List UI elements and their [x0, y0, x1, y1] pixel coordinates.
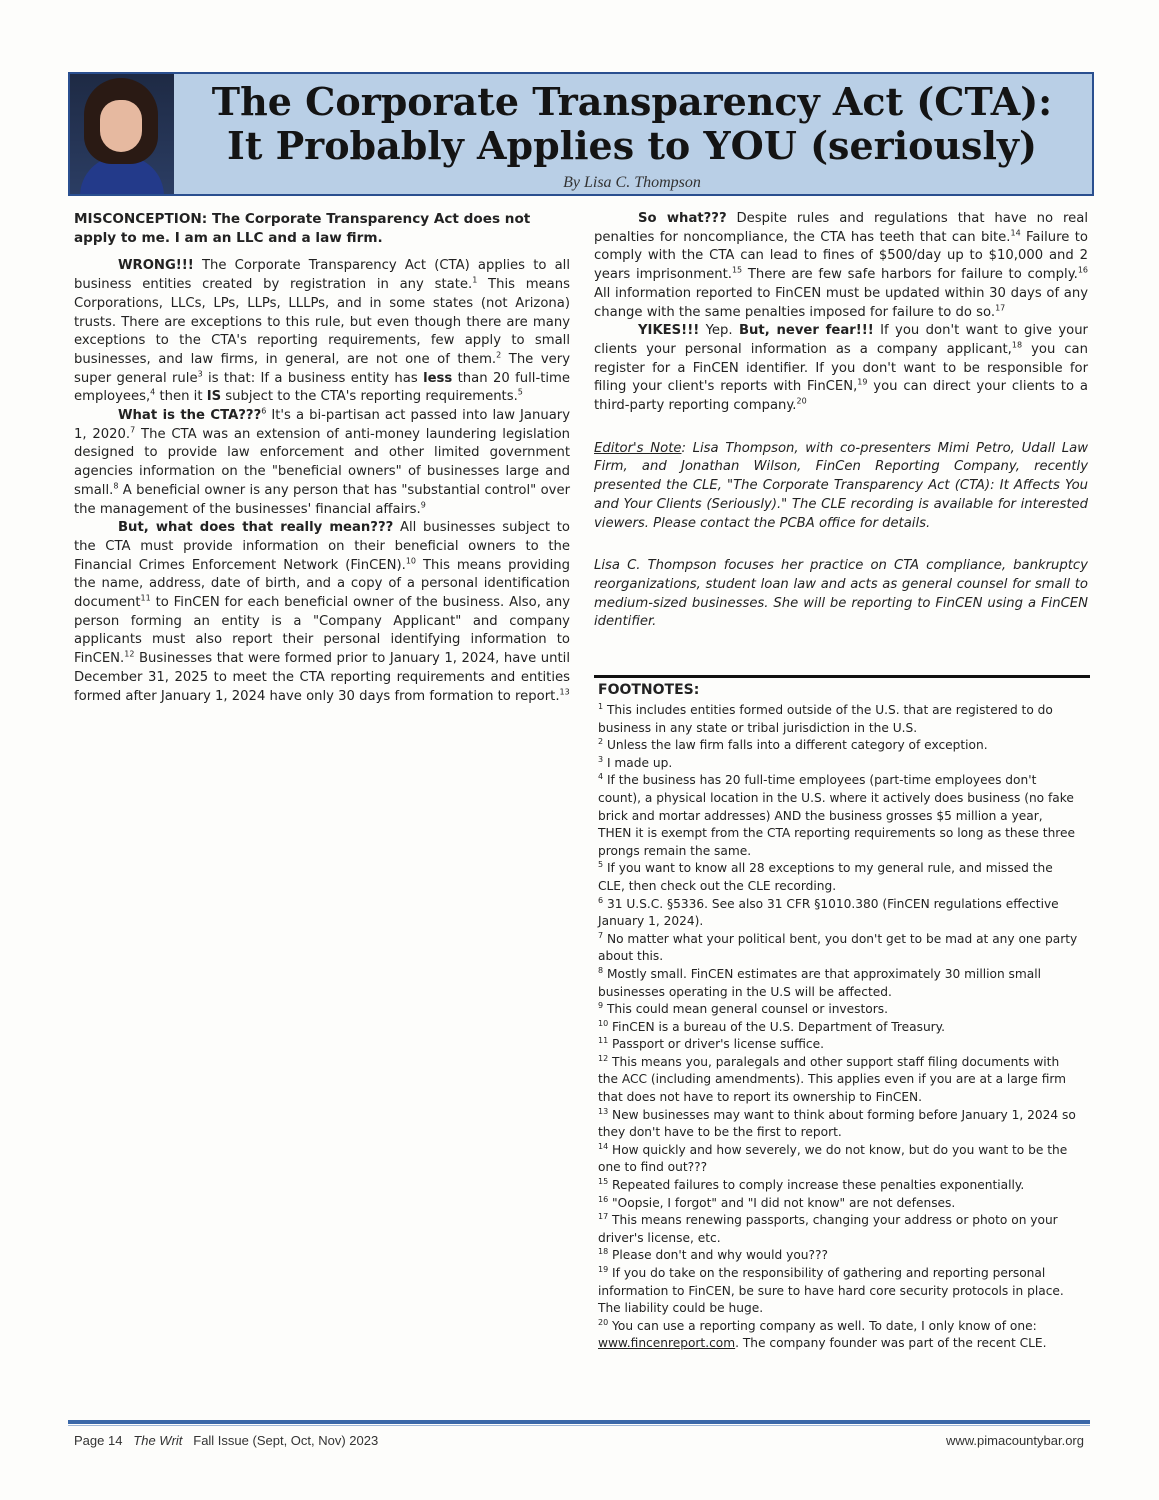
footnote-item — [598, 1036, 1078, 1054]
paragraph-yikes — [594, 322, 1088, 416]
footnote-number: 11 — [598, 1036, 609, 1046]
footnote-number: 10 — [598, 1018, 609, 1028]
footnote-ref-14: 14 — [1010, 228, 1021, 238]
footnote-number: 7 — [598, 930, 604, 940]
lead-wrong: WRONG!!! — [118, 258, 194, 274]
footnote-number: 1 — [598, 701, 604, 711]
lead-yikes: YIKES!!! — [638, 323, 700, 339]
footer-rule — [68, 1420, 1090, 1424]
footnote-text: "Oopsie, I forgot" and "I did not know" are not defenses. — [608, 1195, 956, 1210]
footnote-text: . The company founder was part of the recent CLE. — [735, 1336, 1047, 1351]
text: All information reported to FinCEN must be updated within 30 days of any change with the same penalties imposed for failure to do so. — [594, 285, 1088, 320]
footnote-text: Unless the law firm falls into a different category of exception. — [603, 738, 988, 753]
paragraph-wrong — [74, 257, 570, 407]
footnote-text: 31 U.S.C. §5336. See also 31 CFR §1010.380 (FinCEN regulations effective January 1, 2024). — [598, 896, 1059, 929]
footnote-ref-19: 19 — [857, 377, 868, 387]
paragraph-what-does-it-mean — [74, 519, 570, 706]
footnote-text: If the business has 20 full-time employees (part-time employees don't count), a physical location in the U.S. where it actively does business (no fake brick and mortar addresses) AND the business grosses $5 million a year, THEN it is exempt from the CTA reporting requirements so long as these three prongs remain the same. — [598, 773, 1076, 858]
footnote-text: You can use a reporting company as well. To date, I only know of one: — [608, 1318, 1037, 1333]
text: subject to the CTA's reporting requirements. — [221, 389, 518, 405]
text: then it — [155, 389, 207, 405]
lead-never-fear: But, never fear!!! — [738, 323, 874, 339]
footnote-text: This could mean general counsel or investors. — [603, 1002, 888, 1017]
text: you can register for a FinCEN identifier. If you don't want to be responsible for filing your client's reports with FinCEN, — [594, 341, 1088, 395]
footnote-number: 16 — [598, 1194, 609, 1204]
footnote-number: 17 — [598, 1212, 609, 1222]
footnote-item — [598, 1107, 1078, 1142]
text: This means Corporations, LLCs, LPs, LLPs, LLLPs, and in some states (not Arizona) trusts. There are exceptions to this rule, but even though there are many exceptions to the CTA's reporting requirements, few apply to small businesses, and law firms, in general, are not one of them. — [74, 277, 570, 367]
editors-note-text: : Lisa Thompson, with co-presenters Mimi Petro, Udall Law Firm, and Jonathan Wilson, FinCen Reporting Company, recently presented the CLE, "The Corporate Transparency Act (CTA): It Affects You and Your Clients (Seriously)." The CLE recording is available for interested viewers. Please contact the PCBA office for details. — [594, 440, 1088, 531]
footnote-ref-3: 3 — [197, 369, 203, 379]
footnote-ref-18: 18 — [1011, 340, 1023, 350]
text: The very super general rule — [74, 351, 570, 386]
footnote-number: 18 — [598, 1247, 609, 1257]
footnote-item — [598, 1195, 1078, 1213]
footnote-text: How quickly and how severely, we do not know, but do you want to be the one to find out??? — [598, 1142, 1068, 1175]
footnote-text: Mostly small. FinCEN estimates are that approximately 30 million small businesses operating in the U.S will be affected. — [598, 966, 1042, 999]
footnote-text: FinCEN is a bureau of the U.S. Department of Treasury. — [608, 1019, 946, 1034]
footnote-text: If you do take on the responsibility of gathering and reporting personal information to FinCEN, be sure to have hard core security protocols in place. The liability could be huge. — [598, 1266, 1064, 1316]
emphasis-less: less — [423, 370, 453, 386]
footnote-text: Passport or driver's license suffice. — [608, 1037, 825, 1052]
footnote-item — [598, 1142, 1078, 1177]
footnote-ref-10: 10 — [405, 556, 416, 566]
footnote-item — [598, 931, 1078, 966]
paragraph-so-what — [594, 210, 1088, 322]
footnote-number: 6 — [598, 895, 604, 905]
footnote-text: This means you, paralegals and other support staff filing documents with the ACC (including amendments). This applies even if you are at a large firm that does not have to report its ownership to FinCEN. — [598, 1054, 1067, 1105]
footnote-item — [598, 772, 1078, 860]
footnote-ref-11: 11 — [140, 593, 151, 603]
issue-label: Fall Issue (Sept, Oct, Nov) 2023 — [193, 1433, 379, 1448]
right-column — [594, 210, 1088, 632]
footer-rule-thin — [68, 1425, 1090, 1426]
publication-name: The Writ — [133, 1433, 183, 1448]
byline: By Lisa C. Thompson — [563, 174, 701, 191]
footnote-number: 20 — [598, 1317, 609, 1327]
text: to FinCEN for each beneficial owner of the business. Also, any person forming an entity is a "Company Applicant" and company applicants must also report their personal identifying information to FinCEN. — [74, 595, 570, 667]
footnote-number: 8 — [598, 965, 604, 975]
footnote-number: 19 — [598, 1264, 609, 1274]
footnote-ref-17: 17 — [995, 303, 1006, 313]
text: This means providing the name, address, date of birth, and a copy of a personal identification document — [74, 557, 570, 611]
footnote-item — [598, 1212, 1078, 1247]
text: A beneficial owner is any person that has "substantial control" over the management of the businesses' financial affairs. — [74, 482, 570, 517]
article-header — [68, 72, 1094, 196]
footnote-item — [598, 966, 1078, 1001]
footnote-ref-2: 2 — [496, 350, 502, 360]
footnote-text: Repeated failures to comply increase these penalties exponentially. — [608, 1178, 1025, 1193]
text: If you don't want to give your clients your personal information as a company applicant, — [594, 323, 1088, 357]
footnote-number: 12 — [598, 1053, 609, 1063]
footnote-ref-15: 15 — [731, 265, 743, 275]
text: than 20 full-time employees, — [74, 370, 570, 405]
text: you can direct your clients to a third-party reporting company. — [594, 379, 1089, 414]
footnote-number: 9 — [598, 1001, 604, 1011]
footnote-text: Please don't and why would you??? — [608, 1248, 828, 1263]
lead-what-is-cta: What is the CTA??? — [118, 408, 262, 424]
text: Yep. — [699, 323, 739, 339]
fincenreport-link[interactable]: www.fincenreport.com — [598, 1336, 736, 1351]
footnote-ref-4: 4 — [150, 387, 156, 397]
author-bio: Lisa C. Thompson focuses her practice on CTA compliance, bankruptcy reorganizations, student loan law and acts as general counsel for small to medium-sized businesses. She will be reporting to FinCEN using a FinCEN identifier. — [594, 558, 1088, 630]
footnote-text: This means renewing passports, changing your address or photo on your driver's license, etc. — [598, 1213, 1058, 1245]
footnote-item — [598, 896, 1078, 931]
misconception: MISCONCEPTION: The Corporate Transparency Act does not apply to me. I am an LLC and a law firm. — [74, 211, 531, 246]
article-title-line-1: The Corporate Transparency Act (CTA): — [211, 79, 1053, 124]
article-title-line-2: It Probably Applies to YOU (seriously) — [227, 123, 1037, 168]
text: Despite rules and regulations that have no real penalties for noncompliance, the CTA has teeth that can bite. — [594, 211, 1088, 245]
footnote-item — [598, 737, 1078, 755]
footnotes-divider — [594, 675, 1090, 678]
footnotes-list — [598, 702, 1078, 1353]
footnote-item — [598, 755, 1078, 773]
text: Businesses that were formed prior to January 1, 2024, have until December 31, 2025 to meet the CTA reporting requirements and entities formed after January 1, 2024 have only 30 days from formation to report. — [74, 651, 570, 704]
footnote-item — [598, 1001, 1078, 1019]
lead-what-does-it-mean: But, what does that really mean??? — [118, 520, 394, 536]
footnote-item — [598, 702, 1078, 737]
footnote-item — [598, 1177, 1078, 1195]
footnote-number: 3 — [598, 754, 604, 764]
footnote-ref-7: 7 — [130, 425, 136, 435]
footnote-item — [598, 1265, 1078, 1318]
footnote-text: If you want to know all 28 exceptions to my general rule, and missed the CLE, then check out the CLE recording. — [598, 861, 1053, 893]
emphasis-is: IS — [206, 389, 222, 405]
footnote-ref-12: 12 — [124, 649, 135, 659]
footnote-ref-8: 8 — [113, 481, 119, 491]
footnote-item — [598, 1247, 1078, 1265]
footnote-ref-20: 20 — [796, 396, 807, 406]
footnote-item — [598, 860, 1078, 895]
footnote-item — [598, 1054, 1078, 1107]
footnote-number: 5 — [598, 860, 604, 870]
footnote-number: 13 — [598, 1106, 609, 1116]
footnote-number: 2 — [598, 737, 604, 747]
footnote-number: 15 — [598, 1176, 609, 1186]
footnotes-heading: FOOTNOTES: — [598, 682, 700, 698]
website-link[interactable]: www.pimacountybar.org — [945, 1433, 1084, 1448]
lead-so-what: So what??? — [638, 211, 727, 226]
footnote-ref-6: 6 — [261, 406, 267, 416]
footnote-item — [598, 1019, 1078, 1037]
page-number: Page 14 — [74, 1433, 123, 1448]
footnote-number: 14 — [598, 1141, 609, 1151]
left-column — [74, 210, 570, 706]
footnote-ref-5: 5 — [517, 387, 523, 397]
footnote-ref-1: 1 — [472, 275, 478, 285]
footnote-text: I made up. — [603, 755, 673, 770]
text: Failure to comply with the CTA can lead to fines of $500/day up to $10,000 and 2 years imprisonment. — [594, 229, 1089, 283]
editors-note — [594, 440, 1088, 534]
footnote-text: No matter what your political bent, you don't get to be mad at any one party about this. — [598, 931, 1078, 964]
text: It's a bi-partisan act passed into law January 1, 2020. — [74, 408, 570, 442]
footnote-ref-9: 9 — [420, 500, 426, 510]
text: There are few safe harbors for failure to comply. — [742, 267, 1078, 283]
footnote-text: New businesses may want to think about forming before January 1, 2024 so they don't have to be the first to report. — [598, 1107, 1076, 1140]
text: The Corporate Transparency Act (CTA) applies to all business entities created by registration in any state. — [74, 258, 570, 293]
text: The CTA was an extension of anti-money laundering legislation designed to provide law enforcement and other limited government agencies information on the "beneficial owners" of businesses large and small. — [74, 426, 570, 498]
author-photo — [70, 74, 174, 194]
footnote-ref-16: 16 — [1077, 265, 1088, 275]
footnote-ref-13: 13 — [559, 687, 570, 697]
footnote-text: This includes entities formed outside of the U.S. that are registered to do business in any state or tribal jurisdiction in the U.S. — [598, 703, 1053, 735]
text: All businesses subject to the CTA must provide information on their beneficial owners to the Financial Crimes Enforcement Network (FinCEN). — [74, 520, 570, 573]
footer-left — [74, 1433, 378, 1448]
footnote-number: 4 — [598, 772, 604, 782]
paragraph-what-is-cta — [74, 407, 570, 519]
author-photo-face — [100, 100, 142, 152]
editors-note-label: Editor's Note — [594, 440, 682, 456]
text: is that: If a business entity has — [202, 370, 424, 386]
footnote-item — [598, 1318, 1078, 1353]
